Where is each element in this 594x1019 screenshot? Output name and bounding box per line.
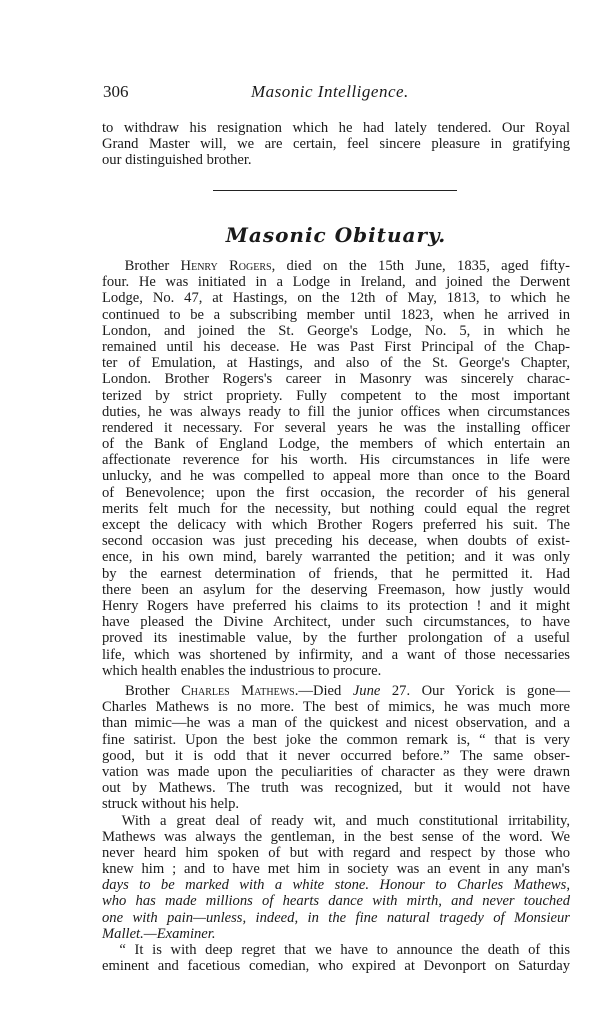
running-head: Masonic Intelligence.	[251, 82, 409, 101]
text-line: merits felt much for the necessity, but nothing could equal the regret	[102, 500, 570, 517]
text-line: which health enables the industrious to procure.	[102, 662, 382, 679]
text-line: ence, in his own mind, barely warranted the petition; and it was only	[102, 549, 570, 566]
text-line: who has made millions of hearts dance with mirth, and never touched	[102, 893, 570, 910]
text-line: good, but it is odd that it never occurred before.” The same obser-	[102, 747, 570, 764]
text-line: Charles Mathews is no more. The best of mimics, he was much more	[102, 699, 570, 716]
text-line: except the delicacy with which Brother Rogers preferred his suit. The	[102, 517, 570, 533]
text-line: life, which was shortened by infirmity, and a want of those necessaries	[102, 646, 570, 663]
text-line: of the Bank of England Lodge, the members of which entertain an	[102, 436, 570, 453]
text-line: Grand Master will, we are certain, feel sincere pleasure in gratifying	[102, 136, 570, 153]
text-line: With a great deal of ready wit, and much constitutional irritability,	[121, 812, 570, 829]
page-header	[103, 82, 569, 106]
text-line: struck without his help.	[102, 796, 240, 813]
text-line: Mathews was always the gentleman, in the best sense of the word. We	[102, 828, 570, 845]
text-line: ter of Emulation, at Hastings, and also of the St. George's Chapter,	[102, 355, 570, 372]
text-line: proved its inestimable value, by the further prolongation of a useful	[102, 630, 570, 647]
text-line: Mallet.—Examiner.	[102, 925, 216, 942]
person-name: Henry Rogers	[180, 258, 272, 274]
person-name: Charles Mathews	[181, 683, 295, 699]
section-divider	[213, 190, 457, 191]
text-line: remained until his decease. He was Past First Principal of the Chap-	[102, 338, 570, 355]
text-line: Brother Henry Rogers, died on the 15th June, 1835, aged fifty-	[124, 258, 571, 274]
text-line: “ It is with deep regret that we have to announce the death of this	[119, 942, 570, 958]
text-line: vation was made upon the peculiarities of character as they were drawn	[102, 763, 570, 780]
text-line: rendered it necessary. For several years he was the installing officer	[102, 419, 570, 436]
text-line: affectionate reverence for his worth. His circumstances in life were	[102, 452, 570, 469]
text-line: by the earnest determination of friends, that he permitted it. Had	[102, 565, 570, 582]
text-line: second occasion was just preceding his decease, when doubts of exist-	[102, 533, 570, 550]
text-line: there been an asylum for the deserving Freemason, how justly would	[102, 581, 570, 598]
text-line: unlucky, and he was compelled to appeal more than once to the Board	[102, 468, 570, 485]
text-line: of Benevolence; upon the first occasion, the recorder of his general	[102, 484, 570, 501]
text-line: Lodge, No. 47, at Hastings, on the 12th of May, 1813, to which he	[102, 290, 570, 307]
text-line: London. Brother Rogers's career in Masonry was sincerely charac-	[102, 371, 570, 388]
text-line: have pleased the Divine Architect, under such circumstances, to have	[102, 614, 570, 631]
rogers-obituary	[102, 258, 570, 679]
text-line: Henry Rogers have preferred his claims to its protection ! and it might	[102, 597, 570, 614]
text-line: our distinguished brother.	[102, 152, 252, 169]
text-line: never heard him spoken of but with regard and respect by those who	[102, 844, 570, 861]
text-line: than mimic—he was a man of the quickest and nicest observation, and a	[102, 715, 570, 732]
text-line: continued to be a subscribing member until 1823, when he arrived in	[102, 306, 570, 323]
text-line: to withdraw his resignation which he had lately tendered. Our Royal	[102, 120, 570, 136]
text-line: duties, he was always ready to fill the junior offices when circumstances	[102, 403, 570, 420]
text-line: Brother Charles Mathews.—Died June 27. Our Yorick is gone—	[124, 683, 570, 699]
text-line: terized by strict propriety. Fully competent to the most important	[102, 387, 570, 404]
text-line: out by Mathews. The truth was recognized, but it would not have	[102, 780, 570, 797]
text-line: knew him ; and to have met him in society was an event in any man's	[102, 861, 570, 878]
section-title: Masonic Obituary.	[225, 223, 447, 247]
text-line: fine satirist. Upon the best joke the common remark is, “ that is very	[102, 731, 570, 748]
text-line: London, and joined the St. George's Lodge, No. 5, in which he	[102, 322, 570, 339]
page-number: 306	[103, 82, 129, 101]
text-line: four. He was initiated in a Lodge in Ireland, and joined the Derwent	[102, 274, 570, 291]
text-line: days to be marked with a white stone. Honour to Charles Mathews,	[102, 877, 570, 894]
text-line: one with pain—unless, indeed, in the fine natural tragedy of Monsieur	[102, 909, 570, 926]
intro-paragraph	[102, 120, 570, 169]
mathews-obituary	[102, 683, 570, 974]
text-line: eminent and facetious comedian, who expired at Devonport on Saturday	[102, 958, 570, 975]
